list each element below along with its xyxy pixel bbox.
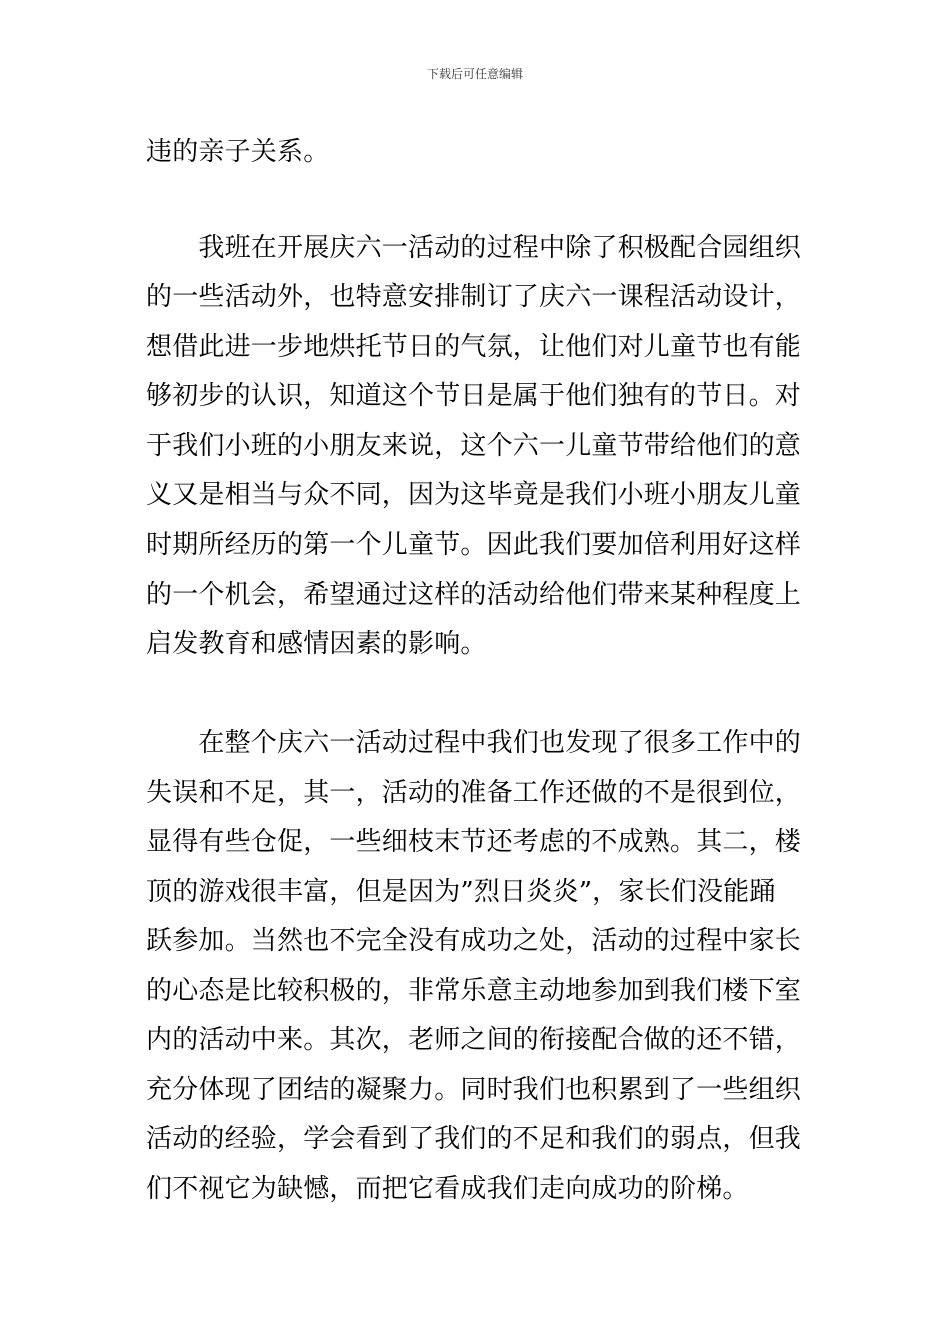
- paragraph-line: 失误和不足，其一，活动的准备工作还做的不是很到位，: [146, 778, 802, 808]
- paragraph-line: 充分体现了团结的凝聚力。同时我们也积累到了一些组织: [146, 1075, 802, 1105]
- paragraph-line: 们不视它为缺憾，而把它看成我们走向成功的阶梯。: [146, 1174, 749, 1204]
- paragraph-line: 的心态是比较积极的，非常乐意主动地参加到我们楼下室: [146, 976, 802, 1006]
- paragraph-line: 想借此进一步地烘托节日的气氛，让他们对儿童节也有能: [146, 332, 802, 362]
- paragraph-line: 在整个庆六一活动过程中我们也发现了很多工作中的: [146, 728, 802, 758]
- paragraph-line: 顶的游戏很丰富，但是因为”烈日炎炎”，家长们没能踊: [146, 877, 776, 907]
- paragraph-line: 够初步的认识，知道这个节日是属于他们独有的节日。对: [146, 381, 802, 411]
- paragraph-line: 的一个机会，希望通过这样的活动给他们带来某种程度上: [146, 580, 802, 610]
- paragraph-line: 我班在开展庆六一活动的过程中除了积极配合园组织: [146, 233, 802, 263]
- paragraph-line: 内的活动中来。其次，老师之间的衔接配合做的还不错，: [146, 1025, 802, 1055]
- paragraph-line: 义又是相当与众不同，因为这毕竟是我们小班小朋友儿童: [146, 480, 802, 510]
- paragraph-line: 活动的经验，学会看到了我们的不足和我们的弱点，但我: [146, 1124, 802, 1154]
- paragraph-line: 显得有些仓促，一些细枝末节还考虑的不成熟。其二，楼: [146, 827, 802, 857]
- paragraph-line: 的一些活动外，也特意安排制订了庆六一课程活动设计，: [146, 282, 802, 312]
- paragraph-line: 时期所经历的第一个儿童节。因此我们要加倍利用好这样: [146, 530, 802, 560]
- paragraph-line: 于我们小班的小朋友来说，这个六一儿童节带给他们的意: [146, 431, 802, 461]
- paragraph-line: 跃参加。当然也不完全没有成功之处，活动的过程中家长: [146, 926, 802, 956]
- page-header: 下载后可任意编辑: [426, 67, 523, 81]
- paragraph-line: 启发教育和感情因素的影响。: [146, 629, 487, 659]
- text-line: 违的亲子关系。: [146, 137, 330, 167]
